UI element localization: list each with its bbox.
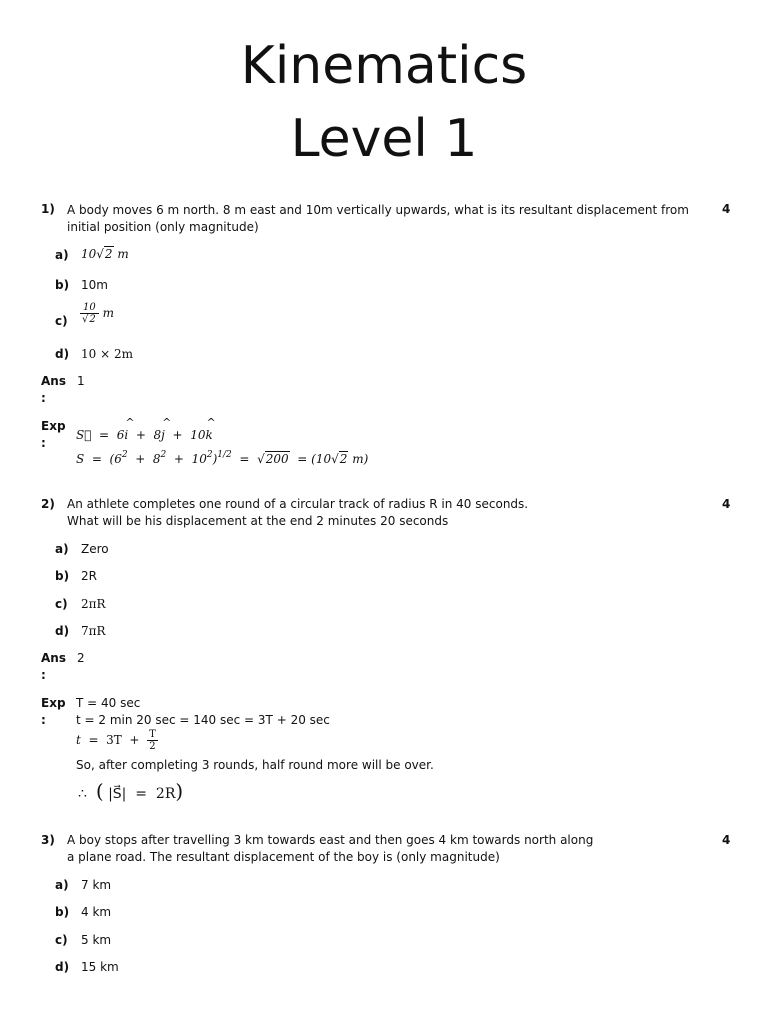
- option-d-value: 10 × 2m: [81, 347, 133, 361]
- option-c-value: 2πR: [81, 597, 106, 611]
- explanation-line-4: So, after completing 3 rounds, half round more will be over.: [76, 758, 434, 772]
- option-a-value: 7 km: [81, 878, 112, 892]
- option-label: d): [55, 624, 70, 638]
- option-c-value: 5 km: [81, 933, 112, 947]
- option-a-value: 10√2 m: [81, 247, 129, 261]
- explanation-equation-2: $S = (6^2 + 8^2 + 10^2)^{1/2} = √200 = (10√2$ m): [76, 450, 369, 466]
- option-label: a): [55, 542, 69, 556]
- question-marks: 4: [722, 497, 731, 511]
- option-d-value: 7πR: [81, 624, 106, 638]
- option-label: c): [55, 314, 68, 328]
- answer-colon: :: [41, 391, 46, 405]
- question-number: 1): [41, 202, 55, 216]
- option-label: c): [55, 597, 68, 611]
- option-label: b): [55, 905, 70, 919]
- question-text: A body moves 6 m north. 8 m east and 10m vertically upwards, what is its resultant displacement from initial position (only magnitude): [67, 203, 689, 234]
- question-text-line-1: A boy stops after travelling 3 km towards east and then goes 4 km towards north along: [67, 833, 594, 847]
- question-text-line-2: What will be his displacement at the end 2 minutes 20 seconds: [67, 514, 449, 528]
- answer-colon: :: [41, 668, 46, 682]
- answer-value: 1: [77, 374, 85, 388]
- page-subtitle: Level 1: [290, 109, 478, 169]
- explanation-colon: :: [41, 436, 46, 450]
- option-label: b): [55, 569, 70, 583]
- explanation-colon: :: [41, 713, 46, 727]
- option-label: a): [55, 878, 69, 892]
- option-label: a): [55, 248, 69, 262]
- answer-label: Ans: [41, 651, 66, 665]
- page-title: Kinematics: [240, 36, 528, 96]
- option-b-value: 10m: [81, 278, 108, 292]
- option-b-value: 2R: [81, 569, 97, 583]
- option-label: d): [55, 347, 70, 361]
- explanation-equation-5: ∴ ( |S⃗| = 2R): [78, 779, 184, 803]
- question-marks: 4: [722, 833, 731, 847]
- explanation-line-1: T = 40 sec: [76, 696, 141, 710]
- explanation-line-2: t = 2 min 20 sec = 140 sec = 3T + 20 sec: [76, 713, 330, 727]
- question-text-line-1: An athlete completes one round of a circular track of radius R in 40 seconds.: [67, 497, 529, 511]
- option-label: b): [55, 278, 70, 292]
- explanation-equation-3: t = 3T + $\frac{T}{2}$: [76, 729, 156, 752]
- explanation-equation-1: S⃗ = 6^ i + 8^ j + 10^ k: [76, 428, 213, 442]
- option-b-value: 4 km: [81, 905, 112, 919]
- question-number: 2): [41, 497, 55, 511]
- question-number: 3): [41, 833, 55, 847]
- option-label: c): [55, 933, 68, 947]
- option-c-value: $\frac{10}{√2}$ m: [82, 302, 114, 325]
- option-a-value: Zero: [81, 542, 109, 556]
- answer-label: Ans: [41, 374, 66, 388]
- answer-value: 2: [77, 651, 85, 665]
- option-label: d): [55, 960, 70, 974]
- question-marks: 4: [722, 202, 731, 216]
- explanation-label: Exp: [41, 696, 66, 710]
- option-d-value: 15 km: [81, 960, 119, 974]
- explanation-label: Exp: [41, 419, 66, 433]
- question-text-line-2: a plane road. The resultant displacement of the boy is (only magnitude): [67, 850, 500, 864]
